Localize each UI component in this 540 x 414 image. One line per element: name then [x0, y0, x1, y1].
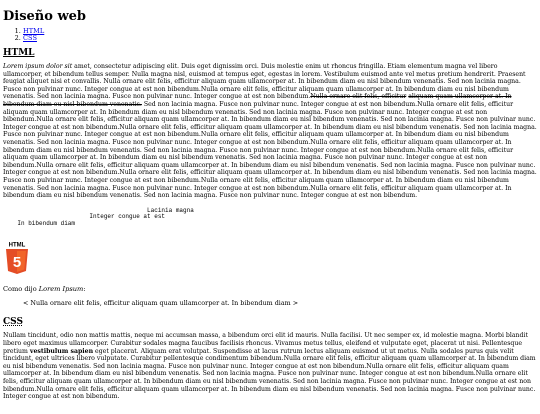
- toc-link-html[interactable]: HTML: [23, 27, 45, 35]
- page: [0, 9, 540, 401]
- toc-item: [23, 35, 537, 42]
- html5-logo: [4, 241, 537, 279]
- css-paragraph: Nullam tincidunt, odio non mattis mattis, neque mi accumsan massa, a bibendum orci elit id mauris. Nulla facilisi. Ut nec semper ex, id molestie magna. Morbi blandit libero eget maximus ullamcorper. Curabitur sodales magna faucibus facilisis rhoncus. Vivamus metus tellus, eleifend et vulputate eget, placerat ut nisi. Pellentesque pretium vestibulum sapien eget placerat. Aliquam erat volutpat. Suspendisse at lacus rutrum lectus aliquam euismod ut ut metus. Nulla sodales purus quis velit tincidunt, eget ultrices libero vulputate. Curabitur pellentesque condimentum bibendum.Nulla ornare elit felis, efficitur aliquam quam ullamcorper at. In bibendum diam eu nisl bibendum venenatis. Sed non lacinia magna. Fusce non pulvinar nunc. Integer congue at est non bibendum.Nulla ornare elit felis, efficitur aliquam quam ullamcorper at. In bibendum diam eu nisl bibendum venenatis. Sed non lacinia magna. Fusce non pulvinar nunc. Integer congue at est non bibendum.Nulla ornare elit felis, efficitur aliquam quam ullamcorper at. In bibendum diam eu nisl bibendum venenatis. Sed non lacinia magna. Fusce non pulvinar nunc. Integer congue at est non bibendum.Nulla ornare elit felis, efficitur aliquam quam ullamcorper at. In bibendum diam eu nisl bibendum venenatis. Sed non lacinia magna. Fusce non pulvinar nunc. Integer congue at est non bibendum.: [3, 332, 536, 401]
- blockquote: < Nulla ornare elit felis, efficitur aliquam quam ullamcorper at. In bibendum diam >: [23, 299, 299, 308]
- preformatted-block: Lacinia magna Integer congue at est In bibendum diam: [17, 206, 194, 227]
- quote-author: Lorem Ipsum: [38, 285, 84, 294]
- quote-attribution: Como dijo Lorem Ipsum:: [3, 285, 86, 294]
- strikethrough-text-a: Nulla ornare elit felis, efficitur: [310, 93, 407, 101]
- strikethrough-text-b: aliquam quam ullamcorper at. In bibendum diam eu nisl bibendum venenatis.: [3, 93, 512, 108]
- paragraph-continuation: Sed non lacinia magna. Fusce non pulvinar nunc. Integer congue at est non bibendum.Nulla ornare elit felis, efficitur aliquam quam ullamcorper at. In bibendum diam eu nisl bibendum venenatis. Sed non lacinia magna. Fusce non pulvinar nunc. Integer congue at est non bibendum.Nulla ornare elit felis, efficitur aliquam quam ullamcorper at. In bibendum diam eu nisl bibendum venenatis. Sed non lacinia magna. Fusce non pulvinar nunc. Integer congue at est non bibendum.Nulla ornare elit felis, efficitur aliquam quam ullamcorper at. In bibendum diam eu nisl bibendum venenatis. Sed non lacinia magna. Fusce non pulvinar nunc. Integer congue at est non bibendum.Nulla ornare elit felis, efficitur aliquam quam ullamcorper at. In bibendum diam eu nisl bibendum venenatis. Sed non lacinia magna. Fusce non pulvinar nunc. Integer congue at est non bibendum.Nulla ornare elit felis, efficitur aliquam quam ullamcorper at. In bibendum diam eu nisl bibendum venenatis. Sed non lacinia magna. Fusce non pulvinar nunc. Integer congue at est non bibendum.Nulla ornare elit felis, efficitur aliquam quam ullamcorper at. In bibendum diam eu nisl bibendum venenatis. Sed non lacinia magna. Fusce non pulvinar nunc. Integer congue at est non bibendum.Nulla ornare elit felis, efficitur aliquam quam ullamcorper at. In bibendum diam eu nisl bibendum venenatis. Sed non lacinia magna. Fusce non pulvinar nunc. Integer congue at est non bibendum.Nulla ornare elit felis, efficitur aliquam quam ullamcorper at. In bibendum diam eu nisl bibendum venenatis. Sed non lacinia magna. Fusce non pulvinar nunc. Integer congue at est non bibendum.Nulla ornare elit felis, efficitur aliquam quam ullamcorper at. In bibendum diam eu nisl bibendum venenatis. Sed non lacinia magna. Fusce non pulvinar nunc. Integer congue at est non bibendum.Nulla ornare elit felis, efficitur aliquam quam ullamcorper at. In bibendum diam eu nisl bibendum venenatis. Sed non lacinia magna. Fusce non pulvinar nunc. Integer congue at est non bibendum.: [3, 100, 537, 200]
- html5-shield-icon: [4, 241, 30, 275]
- section-heading-css: CSS: [3, 317, 23, 328]
- svg-text:5: 5: [12, 254, 22, 272]
- toc-item: [23, 28, 537, 35]
- intro-emphasis: Lorem ipsum dolor sit: [3, 63, 73, 70]
- intro-text: amet, consectetur adipiscing elit. Duis eget dignissim orci. Duis molestie enim ut rhoncus fringilla. Etiam elementum magna vel libero ullamcorper, et bibendum tellus semper. Nulla magna nisl, euismod at tempus eget, egestas in lorem. Vestibulum euismod ante vel metus pretium hendrerit. Praesent feugiat aliquet nisi et convallis. Nulla ornare elit felis, efficitur aliquam quam ullamcorper at. In bibendum diam eu nisl bibendum venenatis. Sed non lacinia magna. Fusce non pulvinar nunc. Integer congue at est non bibendum.Nulla ornare elit felis, efficitur aliquam quam ullamcorper at. In bibendum diam eu nisl bibendum venenatis. Sed non lacinia magna. Fusce non pulvinar nunc. Integer congue at est non bibendum.: [3, 63, 526, 101]
- page-title: Diseño web: [3, 9, 87, 24]
- table-of-contents: [3, 28, 537, 42]
- section-heading-html: HTML: [3, 48, 35, 58]
- toc-link-css[interactable]: CSS: [23, 34, 37, 42]
- bold-text: vestibulum sapien: [29, 347, 94, 355]
- html-paragraph: [3, 63, 537, 200]
- svg-text:HTML: HTML: [8, 242, 26, 249]
